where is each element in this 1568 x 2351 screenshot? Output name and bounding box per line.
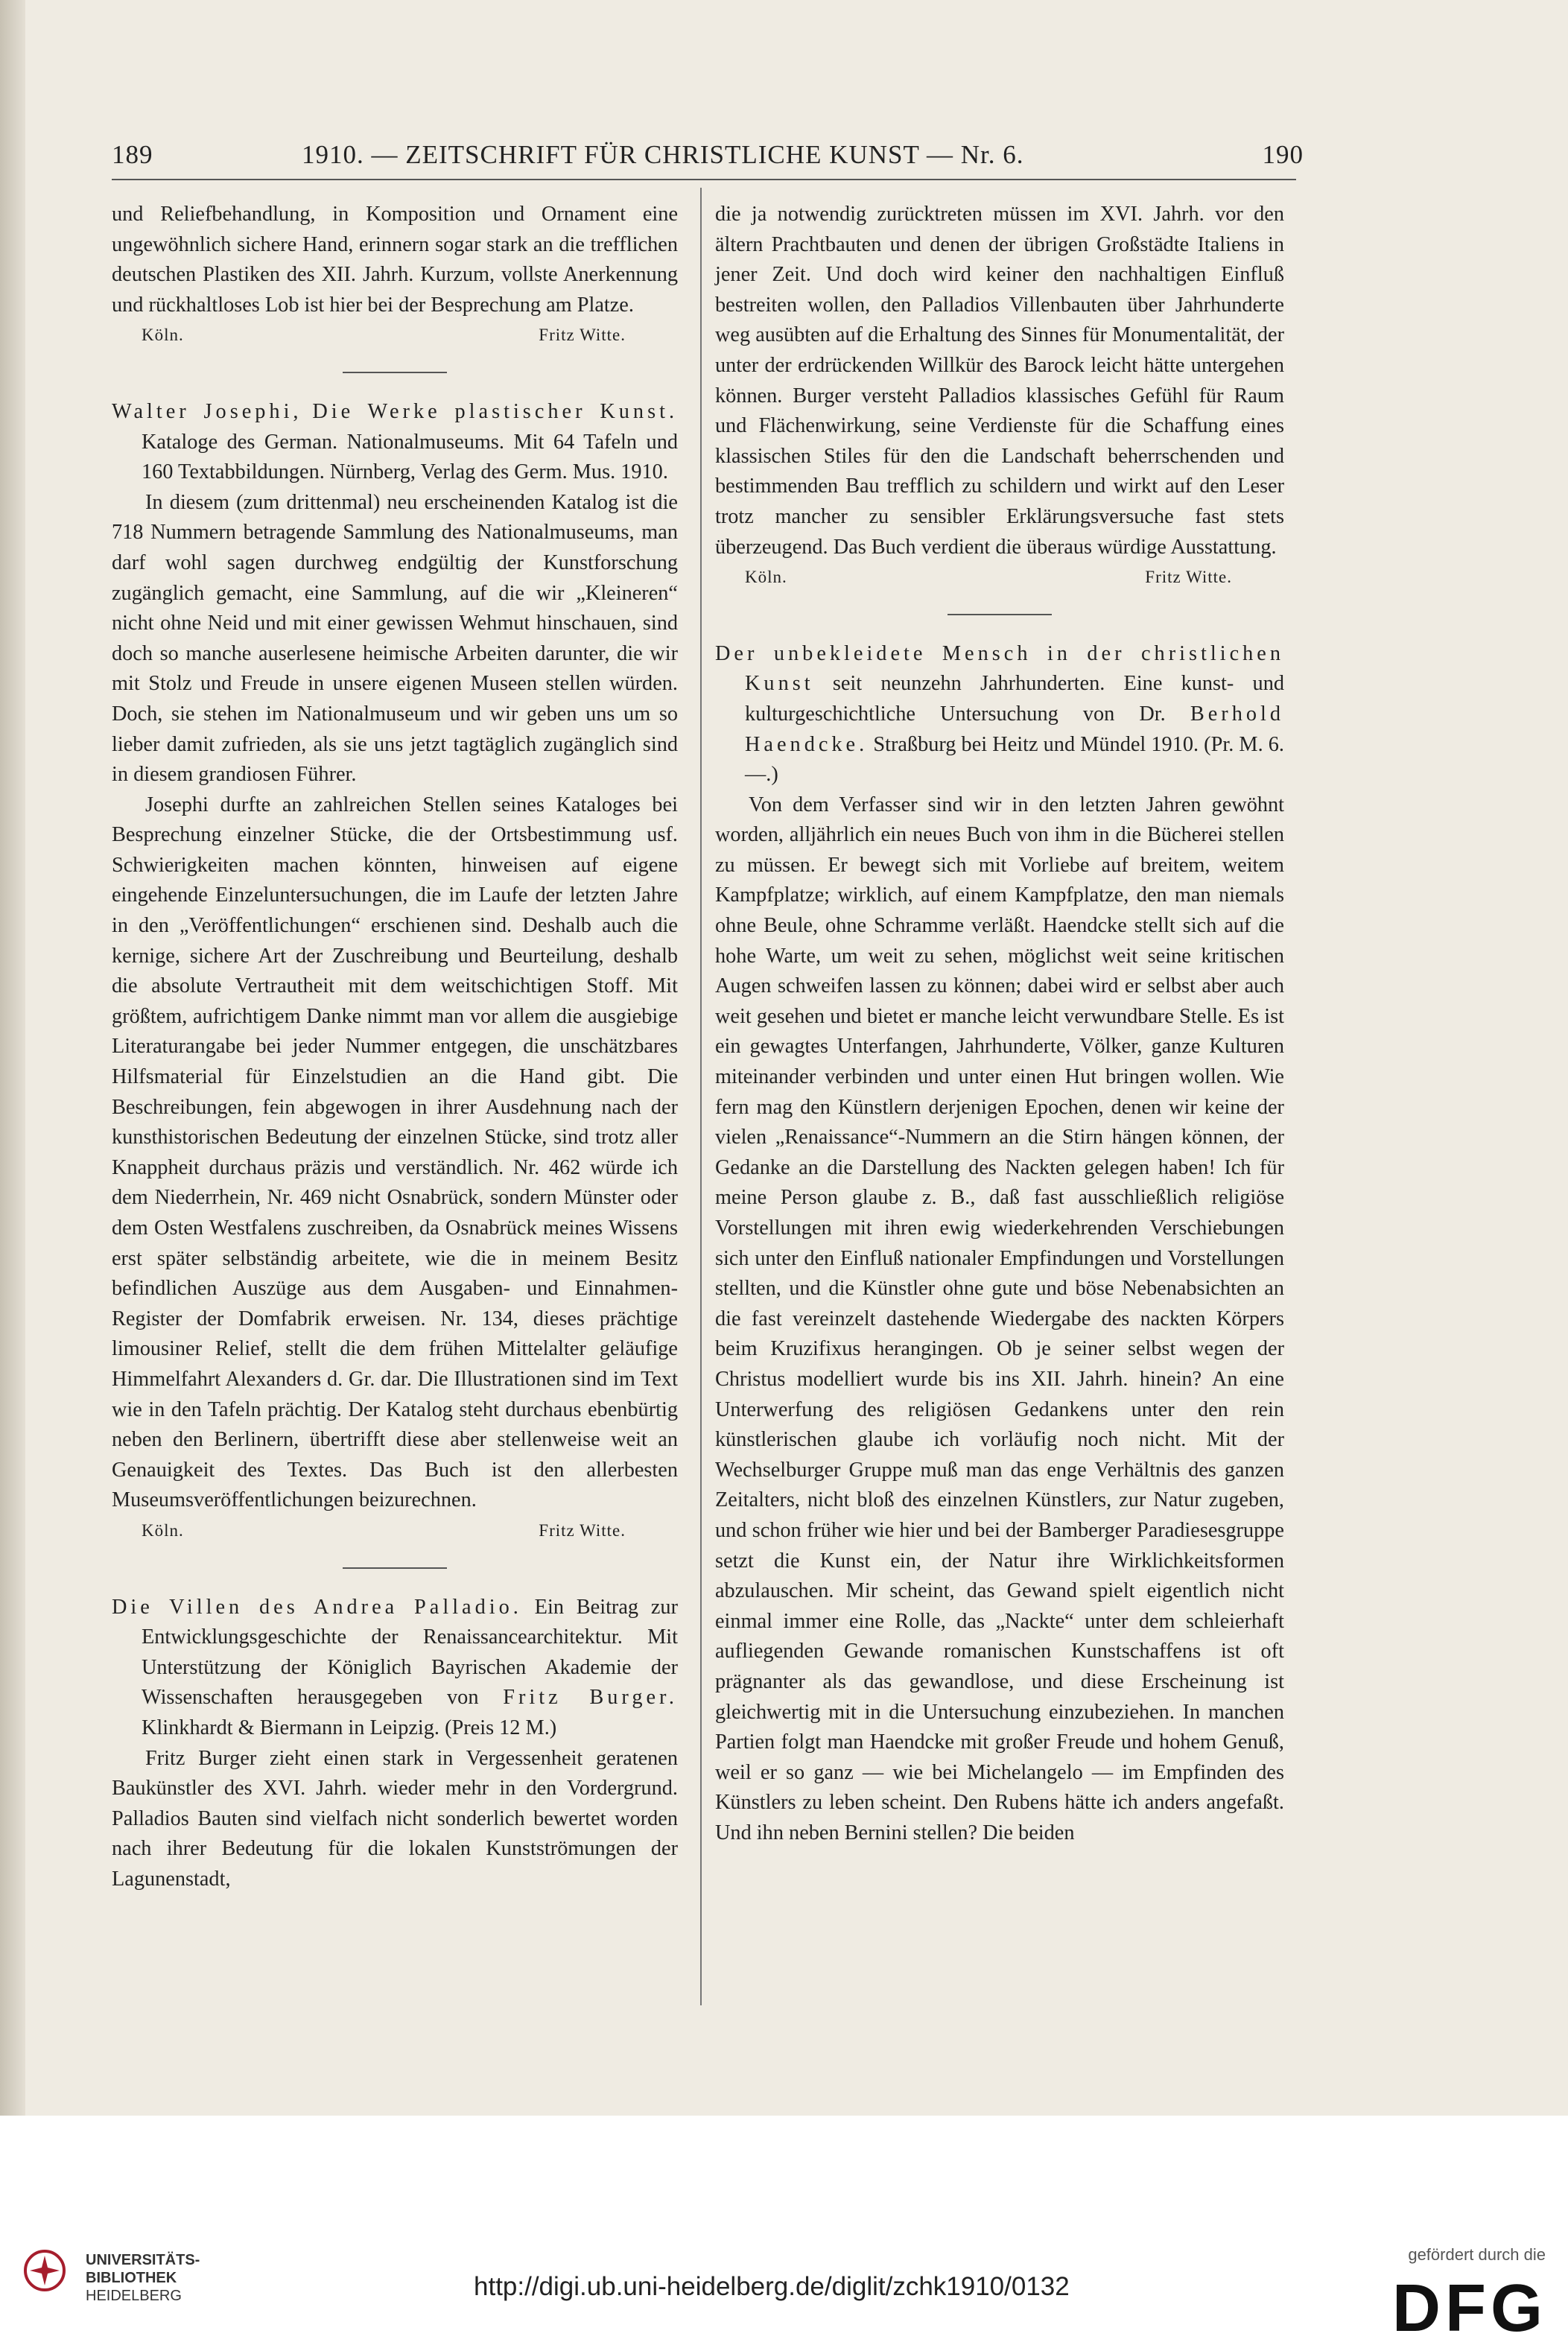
review-heading <box>715 639 1284 790</box>
review-author: Walter Josephi, <box>112 399 302 423</box>
paragraph: In diesem (zum drittenmal) neu erscheinenden Katalog ist die 718 Nummern betragende Sammlung des Nationalmuseums, man darf wohl sagen durchweg endgültig der Kunstforschung zugänglich gemacht, eine Sammlung, auf die wir „Kleineren“ nicht ohne Neid und mit einer gewissen Wehmut hinschauen, sind doch so manche auserlesene heimische Arbeiten darunter, die wir mit Stolz und Freude in unsere eigenen Museen stellen würden. Doch, sie stehen im Nationalmuseum und wir geben uns um so lieber damit zufrieden, als sie uns jetzt tagtäglich zugänglich sind in diesem grandiosen Führer. <box>112 490 678 787</box>
review-author: Berhold Haendcke. <box>745 702 1285 756</box>
page-number-left: 189 <box>112 140 153 169</box>
header-rule <box>112 179 1296 180</box>
library-seal-icon <box>22 2248 67 2293</box>
left-column <box>112 200 678 1894</box>
paragraph: Von dem Verfasser sind wir in den letzten Jahren gewöhnt worden, alljährlich ein neues Buch von ihm in die Bücherei stellen zu müssen. Er bewegt sich mit Vorliebe auf breitem, weitem Kampfplatze; wirklich, auf einem Kampfplatze, den man niemals ohne Beule, ohne Schramme verläßt. Haendcke stellt sich auf die hohe Warte, um weit zu sehen, möglichst weit seine kritischen Augen schweifen lassen zu können; dabei wird er selbst aber auch weit gesehen und bietet er manche leicht verwundbare Stelle. Es ist ein gewagtes Unterfangen, Jahrhunderte, Völker, ganze Kulturen miteinander verbinden und unter einen Hut bringen wollen. Wie fern mag den Künstlern derjenigen Epochen, denen wir keine der vielen „Renaissance“-Nummern an die Stirn hängen können, der Gedanke an die Darstellung des Nackten gelegen haben! Ich für meine Person glaube z. B., daß fast ausschließlich religiöse Vorstellungen mit ihren ewig wiederkehrenden Verschiebungen sich unter den Einfluß nationaler Empfindungen und Vorstellungen stellten, und die Künstler ohne gute und böse Nebenabsichten an die fast vereinzelt dastehende Wiedergabe des nackten Körpers beim Kruzifixus herangingen. Ob je seiner selbst wegen der Christus modelliert wurde bis ins XII. Jahrh. hinein? An eine Unterwerfung des religiösen Gedankens unter den rein künstlerischen glaube ich vorläufig noch nicht. Mit der Wechselburger Gruppe muß man das enge Verhältnis des ganzen Zeitalters, nicht bloß des einzelnen Künstlers, zur Natur zugeben, und schon früher wie hier und bei der Bamberger Paradiesesgruppe setzt die Kunst ein, der Natur ihre Wirklichkeitsformen abzulauschen. Mir scheint, das Gewand spielt eigentlich nicht einmal immer eine Rolle, das „Nackte“ unter dem schleierhaft aufliegenden Gewande romanischen Kunstschaffens ist oft prägnanter als das gewandlose, und diese Erscheinung ist gleichwertig mit in die Untersuchung einzubeziehen. In manchen Partien folgt man Haendcke mit großer Freude und hohem Genuß, weil er so ganz — wie bei Michelangelo — im Empfinden des Künstlers zu leben scheint. Den Rubens hätte ich anders angefaßt. Und ihn neben Bernini stellen? Die beiden <box>715 793 1284 1844</box>
running-header <box>112 140 1304 177</box>
review-title: Die Werke plastischer Kunst. <box>312 399 679 423</box>
dfg-logo: DFG <box>1392 2271 1547 2346</box>
review-publication-info: Ein Beitrag zur Entwicklungsgeschichte der Renaissancearchitektur. Mit Unterstützung der Königlich Bayrischen Akademie der Wissenschaften herausgegeben von <box>142 1595 678 1710</box>
signature-name: Fritz Witte. <box>539 326 626 345</box>
book-gutter-shadow <box>0 0 25 2116</box>
review-author: Fritz Burger. <box>503 1686 678 1710</box>
signature-place: Köln. <box>142 326 184 345</box>
review-publication-info: Klinkhardt & Biermann in Leipzig. (Preis 12 M.) <box>142 1716 557 1739</box>
signature-place: Köln. <box>745 568 787 587</box>
review-publication-info: seit neunzehn Jahrhunderten. Eine kunst- und kulturgeschichtliche Untersuchung von Dr. <box>745 672 1284 726</box>
page-number-right: 190 <box>1262 140 1304 169</box>
review-heading <box>112 1593 678 1744</box>
digitization-footer <box>0 2116 1568 2351</box>
column-divider <box>700 188 702 2005</box>
review-publication-info: Kataloge des German. Nationalmuseums. Mit 64 Tafeln und 160 Textabbildungen. Nürnberg, Verlag des Germ. Mus. 1910. <box>142 430 678 484</box>
section-separator <box>948 614 1052 615</box>
library-name <box>86 2251 200 2305</box>
library-name-line: UNIVERSITÄTS- <box>86 2252 200 2268</box>
signature-name: Fritz Witte. <box>1145 568 1232 587</box>
signature <box>112 1516 678 1546</box>
review-heading <box>112 397 678 488</box>
section-separator <box>343 1567 447 1569</box>
signature-name: Fritz Witte. <box>539 1520 626 1540</box>
review-publication-info: Straßburg bei Heitz und Mündel 1910. (Pr. M. 6.—.) <box>745 732 1284 787</box>
right-column <box>715 200 1284 1848</box>
paragraph: die ja notwendig zurücktreten müssen im XVI. Jahrh. vor den ältern Prachtbauten und denen der übrigen Großstädte Italiens in jener Zeit. Und doch wird keiner den nachhaltigen Einfluß bestreiten wollen, den Palladios Villenbauten über Jahrhunderte weg ausübten auf die Erhaltung des Sinnes für Monumentalität, der unter der erdrückenden Willkür des Barock leicht hätte untergehen können. Burger versteht Palladios klassisches Gefühl für Raum und Flächenwirkung, seine Verdienste für die Schaffung eines klassischen Stiles für den die Landschaft beherrschenden und bestimmenden Bau trefflich zu schildern und wirkt auf den Leser trotz mancher zu sensibler Erklärungsversuche fast stets überzeugend. Das Buch verdient die überaus würdige Ausstattung. <box>715 203 1284 559</box>
review-title: Der unbekleidete Mensch in der christlichen Kunst <box>715 641 1284 696</box>
paragraph: Fritz Burger zieht einen stark in Vergessenheit geratenen Baukünstler des XVI. Jahrh. wieder mehr in den Vordergrund. Palladios Bauten sind vielfach nicht sonderlich bewertet worden nach ihrer Bedeutung für die lokalen Kunstströmungen der Lagunenstadt, <box>112 1746 678 1891</box>
library-name-line: BIBLIOTHEK <box>86 2270 177 2286</box>
signature-place: Köln. <box>142 1520 184 1540</box>
signature <box>715 562 1284 593</box>
funder-label: gefördert durch die <box>1408 2245 1546 2264</box>
paragraph: und Reliefbehandlung, in Komposition und Ornament eine ungewöhnlich sichere Hand, erinnern sogar stark an die trefflichen deutschen Plastiken des XII. Jahrh. Kurzum, vollste Anerkennung und rückhaltloses Lob ist hier bei der Besprechung am Platze. <box>112 203 678 317</box>
paragraph: Josephi durfte an zahlreichen Stellen seines Kataloges bei Besprechung einzelner Stücke, die der Ortsbestimmung usf. Schwierigkeiten machen könnten, hinweisen auf eigene eingehende Einzeluntersuchungen, die im Laufe der letzten Jahre in den „Veröffentlichungen“ erschienen sind. Deshalb auch die kernige, sichere Art der Zuschreibung und Beurteilung, deshalb die absolute Vertrautheit mit dem weitschichtigen Stoff. Mit größtem, aufrichtigem Danke nimmt man vor allem die ausgiebige Literaturangabe bei jeder Nummer entgegen, die unschätzbares Hilfsmaterial für Einzelstudien an die Hand gibt. Die Beschreibungen, fein abgewogen in ihrer Ausdehnung nach der kunsthistorischen Bedeutung der einzelnen Stücke, sind trotz aller Knappheit durchaus präzis und verständlich. Nr. 462 würde ich dem Niederrhein, Nr. 469 nicht Osnabrück, sondern Münster oder dem Osten Westfalens zuschreiben, da Osnabrück meines Wissens erst später selbständig arbeitete, wie die in meinem Besitz befindlichen Auszüge aus dem Ausgaben- und Einnahmen-Register der Domfabrik erweisen. Nr. 134, dieses prächtige limousiner Relief, stellt die dem frühen Mittelalter geläufige Himmelfahrt Alexanders d. Gr. dar. Die Illustrationen sind im Text wie in den Tafeln prächtig. Der Katalog steht durchaus ebenbürtig neben den Berlinern, übertrifft diese aber stellenweise weit an Genauigkeit des Textes. Das Buch ist den allerbesten Museumsveröffentlichungen beizurechnen. <box>112 793 678 1512</box>
library-name-line: HEIDELBERG <box>86 2288 182 2304</box>
signature <box>112 320 678 351</box>
source-url-link[interactable]: http://digi.ub.uni-heidelberg.de/diglit/zchk1910/0132 <box>474 2272 1070 2301</box>
section-separator <box>343 372 447 373</box>
review-title: Die Villen des Andrea Palladio. <box>112 1595 522 1619</box>
journal-title: 1910. — ZEITSCHRIFT FÜR CHRISTLICHE KUNST — Nr. 6. <box>302 140 1024 169</box>
